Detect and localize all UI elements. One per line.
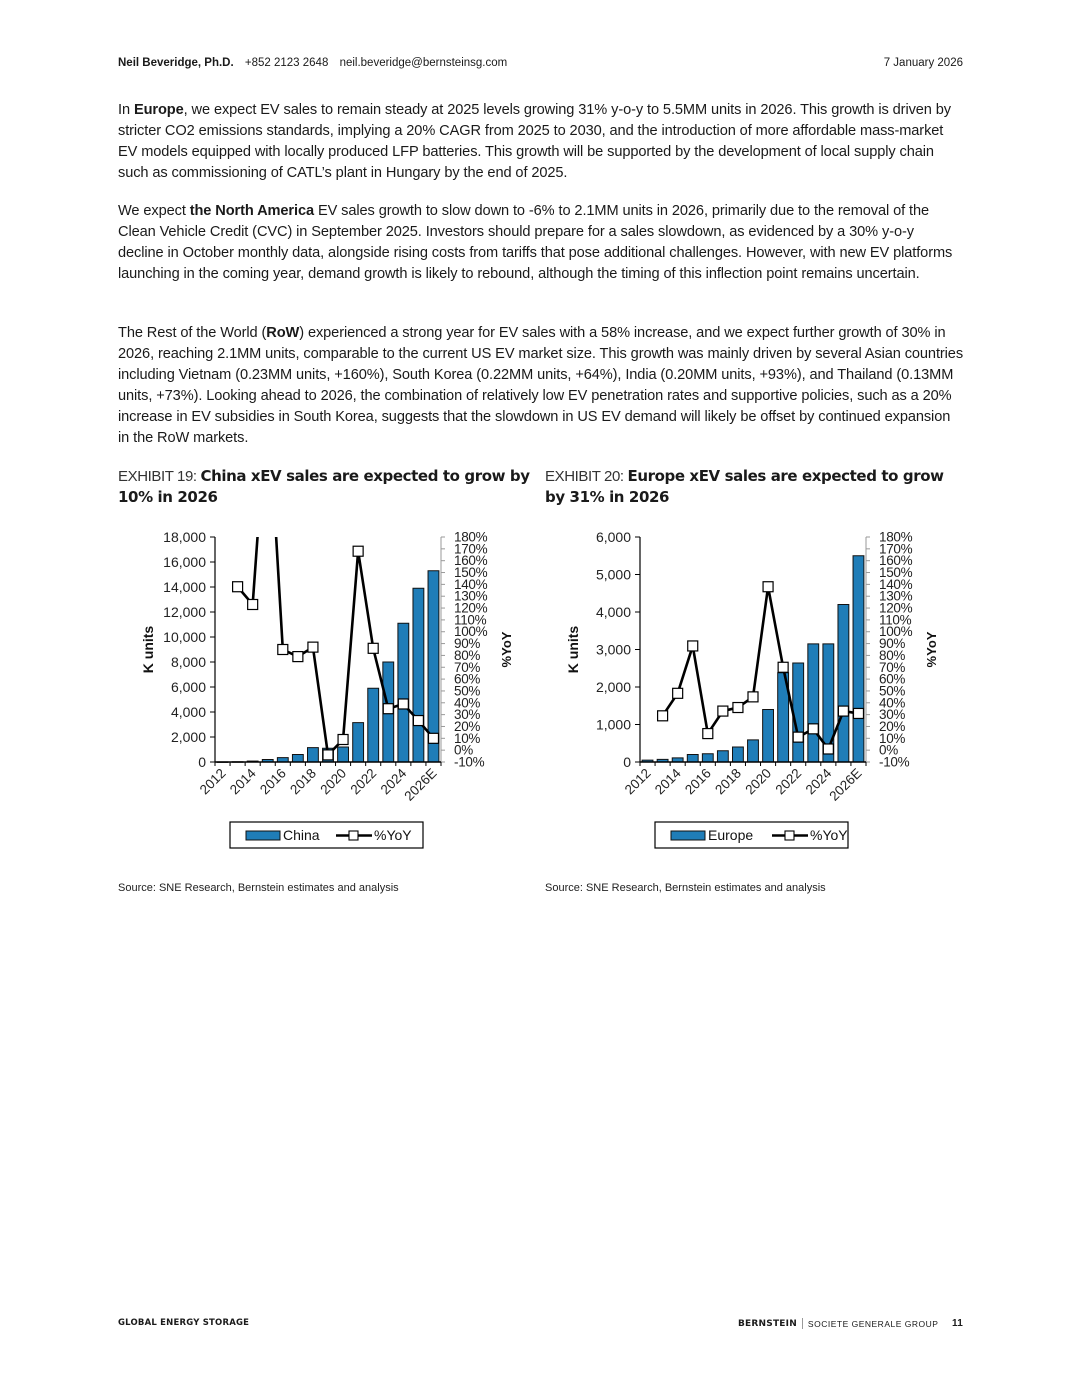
page-number: 11 bbox=[952, 1318, 963, 1329]
x-axis-tick-label: 2024 bbox=[802, 765, 835, 798]
right-axis-tick-label: 150% bbox=[454, 565, 488, 581]
right-axis-label: %YoY bbox=[499, 631, 514, 668]
footer-brand-logo: BERNSTEIN bbox=[738, 1318, 797, 1329]
x-axis-tick-label: 2026E bbox=[826, 765, 865, 804]
right-axis-tick-label: 30% bbox=[454, 707, 481, 723]
left-axis-tick-label: 12,000 bbox=[163, 604, 206, 620]
right-axis-tick-label: 140% bbox=[879, 576, 913, 592]
yoy-marker-2023 bbox=[383, 704, 393, 714]
x-axis-tick-label: 2014 bbox=[651, 765, 684, 798]
exhibit-20-heading bbox=[545, 466, 955, 508]
paragraph-emphasis: RoW bbox=[266, 325, 300, 341]
right-axis-tick-label: 80% bbox=[454, 647, 481, 663]
right-axis-tick-label: 100% bbox=[879, 624, 913, 640]
paragraph-text: EV sales growth to slow down to -6% to 2.1MM units in 2026, primarily due to the removal of the Clean Vehicle Credit (CVC) in September 2025. Investors should prepare for a sales slowdown, as evidenced by a 30% y-o-y decline in October monthly data, alongside rising costs from tariffs that pose additional challenges. However, with new EV platforms launching in the coming year, demand growth is likely to rebound, although the timing of this inflection point remains uncertain. bbox=[118, 203, 953, 282]
left-axis-label: K units bbox=[565, 625, 581, 674]
yoy-marker-2026E bbox=[428, 733, 438, 743]
yoy-marker-2018 bbox=[733, 703, 743, 713]
yoy-marker-2025 bbox=[838, 706, 848, 716]
exhibit-19-source: Source: SNE Research, Bernstein estimates and analysis bbox=[118, 882, 399, 894]
right-axis-tick-label: 160% bbox=[454, 553, 488, 569]
left-axis-tick-label: 18,000 bbox=[163, 529, 206, 545]
yoy-marker-2019 bbox=[748, 692, 758, 702]
yoy-marker-2014 bbox=[248, 600, 258, 610]
x-axis-tick-label: 2022 bbox=[772, 765, 805, 798]
paragraph-text: We expect bbox=[118, 203, 190, 219]
right-axis-tick-label: 150% bbox=[879, 565, 913, 581]
yoy-marker-2023 bbox=[808, 724, 818, 734]
yoy-marker-2017 bbox=[293, 652, 303, 662]
left-axis-tick-label: 0 bbox=[198, 754, 206, 770]
yoy-marker-2013 bbox=[658, 711, 668, 721]
bar-europe-2020 bbox=[763, 710, 774, 763]
bar-china-2017 bbox=[292, 755, 303, 763]
right-axis-tick-label: 70% bbox=[879, 659, 906, 675]
left-axis-label: K units bbox=[140, 625, 156, 674]
bar-europe-2017 bbox=[717, 751, 728, 762]
author-email[interactable]: neil.beveridge@bernsteinsg.com bbox=[339, 57, 508, 69]
right-axis-tick-label: 110% bbox=[454, 612, 487, 628]
right-axis-tick-label: 120% bbox=[879, 600, 913, 616]
right-axis-tick-label: 90% bbox=[879, 636, 906, 652]
left-axis-tick-label: 16,000 bbox=[163, 554, 206, 570]
right-axis-tick-label: 50% bbox=[879, 683, 906, 699]
x-axis-tick-label: 2012 bbox=[196, 765, 229, 798]
bar-china-2018 bbox=[308, 748, 319, 762]
right-axis-tick-label: 180% bbox=[879, 529, 913, 545]
x-axis-tick-label: 2012 bbox=[621, 765, 654, 798]
legend-line-label: %YoY bbox=[374, 827, 412, 843]
yoy-marker-2024 bbox=[823, 744, 833, 754]
yoy-marker-2013 bbox=[233, 582, 243, 592]
right-axis-tick-label: 80% bbox=[879, 647, 906, 663]
paragraph-emphasis: the North America bbox=[189, 203, 314, 219]
yoy-marker-2018 bbox=[308, 642, 318, 652]
legend-bar-swatch bbox=[671, 831, 705, 840]
right-axis-tick-label: 20% bbox=[454, 718, 481, 734]
bar-europe-2016 bbox=[702, 754, 713, 762]
left-axis-tick-label: 14,000 bbox=[163, 579, 206, 595]
footer-section-name: GLOBAL ENERGY STORAGE bbox=[118, 1318, 250, 1328]
page-header bbox=[118, 57, 963, 69]
right-axis-tick-label: 130% bbox=[454, 588, 488, 604]
legend-bar-swatch bbox=[246, 831, 280, 840]
yoy-marker-2019 bbox=[323, 750, 333, 760]
legend-bar-label: China bbox=[283, 827, 320, 843]
paragraph-text: , we expect EV sales to remain steady at 2025 levels growing 31% y-o-y to 5.5MM units in 2026. This growth is driven by stricter CO2 emissions standards, implying a 20% CAGR from 2025 to 2030, and the introduction of more affordable mass-market EV models equipped with locally produced LFP batteries. This growth will be supported by the development of local supply chain such as commissioning of CATL’s plant in Hungary by the end of 2025. bbox=[118, 102, 951, 181]
yoy-marker-2022 bbox=[793, 732, 803, 742]
exhibit-19-heading bbox=[118, 466, 538, 508]
paragraph-europe bbox=[118, 100, 963, 184]
right-axis-tick-label: 10% bbox=[454, 730, 481, 746]
right-axis-label: %YoY bbox=[924, 631, 939, 668]
bar-europe-2018 bbox=[733, 747, 744, 762]
right-axis-tick-label: 140% bbox=[454, 576, 488, 592]
right-axis-tick-label: 180% bbox=[454, 529, 488, 545]
exhibit-20-source: Source: SNE Research, Bernstein estimates and analysis bbox=[545, 882, 826, 894]
bar-europe-2025 bbox=[838, 605, 849, 763]
right-axis-tick-label: 20% bbox=[879, 718, 906, 734]
right-axis-tick-label: 120% bbox=[454, 600, 488, 616]
yoy-marker-2021 bbox=[353, 546, 363, 556]
right-axis-tick-label: 70% bbox=[454, 659, 481, 675]
paragraph-rest-of-world bbox=[118, 323, 963, 449]
left-axis-tick-label: 4,000 bbox=[170, 704, 206, 720]
bar-china-2024 bbox=[398, 623, 409, 762]
legend-marker-swatch bbox=[349, 831, 358, 840]
yoy-marker-2020 bbox=[338, 735, 348, 745]
left-axis-tick-label: 1,000 bbox=[595, 716, 631, 733]
author-phone: +852 2123 2648 bbox=[244, 57, 329, 69]
x-axis-tick-label: 2020 bbox=[742, 765, 775, 798]
left-axis-tick-label: 6,000 bbox=[170, 679, 206, 695]
x-axis-tick-label: 2014 bbox=[226, 765, 259, 798]
footer-branding bbox=[738, 1318, 963, 1329]
yoy-marker-2016 bbox=[278, 645, 288, 655]
bar-europe-2019 bbox=[748, 740, 759, 762]
yoy-marker-2016 bbox=[703, 729, 713, 739]
left-axis-tick-label: 3,000 bbox=[595, 641, 631, 658]
left-axis-tick-label: 2,000 bbox=[170, 729, 206, 745]
exhibit-label: EXHIBIT 19: bbox=[118, 468, 201, 485]
x-axis-tick-label: 2018 bbox=[287, 765, 320, 798]
paragraph-text: ) experienced a strong year for EV sales with a 58% increase, and we expect further growth of 30% in 2026, reaching 2.1MM units, comparable to the current US EV market size. This growth was mainly driven by several Asian countries including Vietnam (0.23MM units, +160%), South Korea (0.22MM units, +64%), India (0.20MM units, +93%), and Thailand (0.13MM units, +73%). Looking ahead to 2026, the combination of relatively low EV penetration rates and supportive policies, such as a 20% increase in EV subsidies in South Korea, suggests that the slowdown in US EV demand will likely be offset by continued expansion in the RoW markets. bbox=[118, 325, 964, 446]
right-axis-tick-label: 0% bbox=[454, 742, 473, 758]
footer-divider bbox=[802, 1318, 803, 1329]
left-axis-tick-label: 8,000 bbox=[170, 654, 206, 670]
right-axis-tick-label: 50% bbox=[454, 683, 481, 699]
right-axis-tick-label: -10% bbox=[879, 754, 910, 770]
paragraph-text: The Rest of the World ( bbox=[118, 325, 267, 341]
legend-line-label: %YoY bbox=[810, 827, 848, 843]
yoy-marker-2015 bbox=[688, 641, 698, 651]
europe-xev-chart bbox=[560, 522, 940, 862]
china-xev-chart bbox=[135, 522, 515, 862]
bar-europe-2015 bbox=[687, 755, 698, 763]
report-date: 7 January 2026 bbox=[883, 57, 963, 69]
x-axis-tick-label: 2026E bbox=[401, 765, 440, 804]
right-axis-tick-label: 60% bbox=[879, 671, 906, 687]
author-info bbox=[118, 57, 515, 69]
legend-bar-label: Europe bbox=[708, 827, 754, 843]
exhibit-label: EXHIBIT 20: bbox=[545, 468, 628, 485]
right-axis-tick-label: 170% bbox=[879, 541, 913, 557]
paragraph-emphasis: Europe bbox=[133, 102, 184, 118]
bar-china-2025 bbox=[413, 588, 424, 762]
yoy-marker-2017 bbox=[718, 706, 728, 716]
yoy-marker-2025 bbox=[413, 716, 423, 726]
yoy-marker-2021 bbox=[778, 662, 788, 672]
paragraph-north-america bbox=[118, 201, 963, 285]
yoy-marker-2014 bbox=[673, 688, 683, 698]
x-axis-tick-label: 2020 bbox=[317, 765, 350, 798]
bar-china-2020 bbox=[338, 747, 349, 762]
bar-europe-2026E bbox=[853, 556, 864, 762]
left-axis-tick-label: 0 bbox=[623, 754, 631, 770]
yoy-marker-2026E bbox=[853, 708, 863, 718]
yoy-marker-2020 bbox=[763, 582, 773, 592]
x-axis-tick-label: 2016 bbox=[682, 765, 714, 798]
paragraph-text: In bbox=[118, 102, 134, 118]
footer-group-name: SOCIETE GENERALE GROUP bbox=[807, 1318, 939, 1329]
exhibit-title: China xEV sales are expected to grow by 10% in 2026 bbox=[118, 467, 530, 506]
right-axis-tick-label: 30% bbox=[879, 707, 906, 723]
right-axis-tick-label: 160% bbox=[879, 553, 913, 569]
x-axis-tick-label: 2022 bbox=[347, 765, 380, 798]
right-axis-tick-label: 60% bbox=[454, 671, 481, 687]
right-axis-tick-label: 40% bbox=[879, 695, 906, 711]
right-axis-tick-label: 40% bbox=[454, 695, 481, 711]
right-axis-tick-label: 130% bbox=[879, 588, 913, 604]
yoy-marker-2024 bbox=[398, 699, 408, 709]
x-axis-tick-label: 2016 bbox=[257, 765, 289, 798]
left-axis-tick-label: 6,000 bbox=[595, 529, 631, 545]
bar-europe-2023 bbox=[808, 644, 819, 762]
x-axis-tick-label: 2018 bbox=[712, 765, 745, 798]
bar-china-2022 bbox=[368, 688, 379, 762]
exhibit-title: Europe xEV sales are expected to grow by 31% in 2026 bbox=[545, 467, 944, 506]
left-axis-tick-label: 2,000 bbox=[595, 679, 631, 695]
left-axis-tick-label: 4,000 bbox=[595, 604, 631, 620]
right-axis-tick-label: 110% bbox=[879, 612, 912, 628]
legend-marker-swatch bbox=[785, 831, 794, 840]
bar-europe-2022 bbox=[793, 663, 804, 762]
yoy-marker-2022 bbox=[368, 643, 378, 653]
author-name: Neil Beveridge, Ph.D. bbox=[118, 57, 234, 69]
right-axis-tick-label: 90% bbox=[454, 636, 481, 652]
x-axis-tick-label: 2024 bbox=[377, 765, 410, 798]
left-axis-tick-label: 10,000 bbox=[163, 629, 206, 645]
right-axis-tick-label: 100% bbox=[454, 624, 488, 640]
right-axis-tick-label: -10% bbox=[454, 754, 485, 770]
left-axis-tick-label: 5,000 bbox=[595, 566, 631, 583]
bar-china-2021 bbox=[353, 723, 364, 762]
right-axis-tick-label: 10% bbox=[879, 730, 906, 746]
right-axis-tick-label: 0% bbox=[879, 742, 898, 758]
right-axis-tick-label: 170% bbox=[454, 541, 488, 557]
